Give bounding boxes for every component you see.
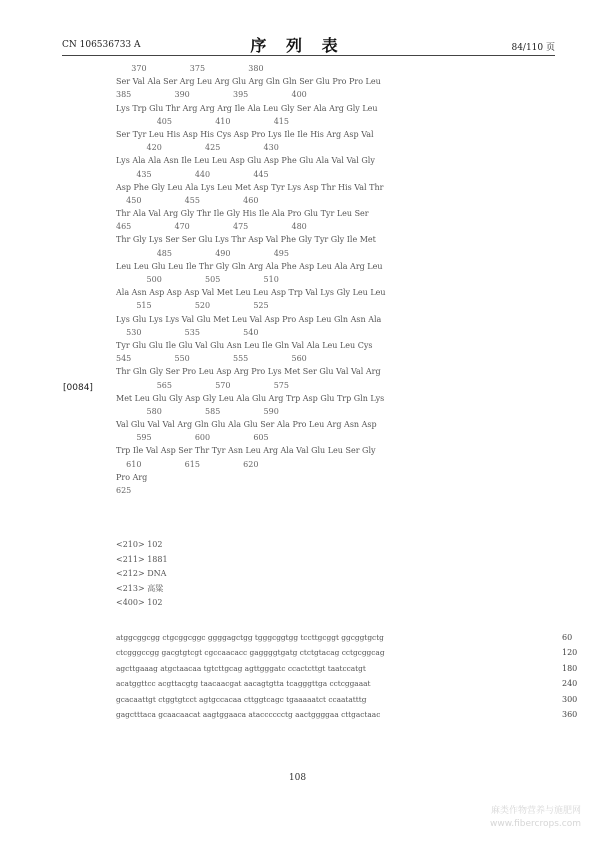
sequence-residue-row: Lys Trp Glu Thr Arg Arg Arg Ile Ala Leu Gly Ser Ala Arg Gly Leu	[116, 103, 378, 113]
protein-sequence-listing	[116, 62, 386, 497]
paragraph-label: [0084]	[63, 383, 93, 393]
sequence-residue-row: Asp Phe Gly Leu Ala Lys Leu Met Asp Tyr Lys Asp Thr His Val Thr	[116, 182, 384, 192]
sequence-position-row: 545 550 555 560	[116, 354, 307, 364]
dna-position-number: 180	[562, 663, 578, 673]
dna-sequence-text: agcttgaaag atgctaacaa tgtcttgcag agttgggatc ccactcttgt taatccatgt	[116, 663, 366, 673]
header-divider	[62, 55, 555, 56]
sequence-position-row: 485 490 495	[116, 248, 289, 258]
sequence-position-row: 370 375 380	[116, 64, 264, 73]
sequence-residue-row: Val Glu Val Val Arg Gln Glu Ala Glu Ser Ala Pro Leu Arg Asn Asp	[116, 420, 377, 430]
dna-row	[116, 630, 573, 645]
sequence-residue-row: Thr Gly Lys Ser Ser Glu Lys Thr Asp Val Phe Gly Tyr Gly Ile Met	[116, 235, 376, 245]
watermark-url: www.fibercrops.com	[490, 819, 581, 829]
sequence-residue-row: Ser Tyr Leu His Asp His Cys Asp Pro Lys Ile Ile His Arg Asp Val	[116, 129, 374, 139]
sequence-position-row: 435 440 445	[116, 169, 269, 179]
sequence-residue-row: Met Leu Glu Gly Asp Gly Leu Ala Glu Arg Trp Asp Glu Trp Gln Lys	[116, 393, 385, 403]
sequence-residue-row: Leu Leu Glu Leu Ile Thr Gly Gln Arg Ala Phe Asp Leu Ala Arg Leu	[116, 261, 383, 271]
sequence-residue-row: Thr Ala Val Arg Gly Thr Ile Gly His Ile Ala Pro Glu Tyr Leu Ser	[116, 209, 369, 219]
dna-sequence-text: atggcggcgg ctgcggcggc ggggagctgg tgggcggtgg tccttgcggt ggcggtgctg	[116, 633, 384, 642]
sequence-residue-row: Thr Gln Gly Ser Pro Leu Asp Arg Pro Lys Met Ser Glu Val Val Arg	[116, 367, 381, 377]
sequence-position-row: 450 455 460	[116, 195, 259, 205]
metadata-line: <211> 1881	[116, 554, 168, 564]
patent-number: CN 106536733 A	[62, 40, 141, 50]
page-number: 108	[288, 773, 307, 783]
dna-position-number: 240	[562, 679, 578, 689]
sequence-position-row: 405 410 415	[116, 116, 289, 126]
sequence-position-row: 610 615 620	[116, 459, 259, 469]
dna-row	[116, 707, 578, 722]
metadata-line: <400> 102	[116, 598, 163, 608]
sequence-residue-row: Trp Ile Val Asp Ser Thr Tyr Asn Leu Arg Ala Val Glu Leu Ser Gly	[116, 446, 376, 456]
dna-sequence-text: acatggttcc acgttacgtg taacaacgat aacagtgtta tcagggttga cctcggaaat	[116, 679, 371, 689]
metadata-line: <212> DNA	[116, 569, 167, 579]
sequence-residue-row: Lys Glu Lys Lys Val Glu Met Leu Val Asp Pro Asp Leu Gln Asn Ala	[116, 314, 382, 324]
sequence-position-row: 515 520 525	[116, 301, 269, 311]
dna-position-number: 120	[562, 648, 578, 658]
dna-row	[116, 661, 578, 676]
watermark	[441, 805, 581, 831]
dna-sequence-text: ctcgggccgg gacgtgtcgt cgccaacacc gaggggtgatg ctctgtacag cctgcggcag	[116, 648, 385, 658]
document-title: 序 列 表	[250, 36, 345, 55]
sequence-position-row: 465 470 475 480	[116, 222, 307, 232]
dna-row	[116, 692, 578, 707]
sequence-position-row: 385 390 395 400	[116, 90, 307, 100]
dna-sequence-listing	[116, 630, 578, 722]
sequence-residue-row: Lys Ala Ala Asn Ile Leu Leu Asp Glu Asp Phe Glu Ala Val Val Gly	[116, 156, 375, 166]
dna-row	[116, 645, 578, 660]
sequence-position-row: 580 585 590	[116, 406, 279, 416]
dna-sequence-text: gagctttaca gcaacaacat aagtggaaca atacccccctg aactggggaa cttgactaac	[116, 709, 381, 719]
metadata-line: <210> 102	[116, 540, 163, 549]
sequence-position-row: 420 425 430	[116, 143, 279, 153]
sequence-position-row: 530 535 540	[116, 327, 259, 337]
sequence-residue-row: Pro Arg	[116, 472, 148, 482]
sequence-residue-row: Ser Val Ala Ser Arg Leu Arg Glu Arg Gln Gln Ser Glu Pro Pro Leu	[116, 77, 381, 87]
page-reference: 84/110 页	[511, 43, 555, 53]
dna-position-number: 60	[562, 633, 573, 642]
watermark-title: 麻类作物营养与施肥网	[490, 806, 581, 816]
sequence-position-row: 565 570 575	[116, 380, 289, 390]
sequence-position-row: 625	[116, 486, 132, 495]
sequence-position-row: 500 505 510	[116, 275, 279, 284]
dna-sequence-text: gcacaattgt ctggtgtcct agtgccacaa cttggtcagc tgaaaaatct ccaatatttg	[116, 694, 367, 704]
sequence-metadata	[116, 538, 168, 611]
sequence-residue-row: Ala Asn Asp Asp Asp Val Met Leu Leu Asp Trp Val Lys Gly Leu Leu	[116, 288, 386, 298]
sequence-residue-row: Tyr Glu Glu Ile Glu Val Glu Asn Leu Ile Gln Val Ala Leu Leu Cys	[116, 340, 373, 350]
dna-row	[116, 676, 578, 691]
dna-position-number: 360	[562, 709, 578, 719]
metadata-line: <213> 高粱	[116, 583, 164, 593]
sequence-position-row: 595 600 605	[116, 433, 269, 443]
dna-position-number: 300	[562, 694, 578, 704]
